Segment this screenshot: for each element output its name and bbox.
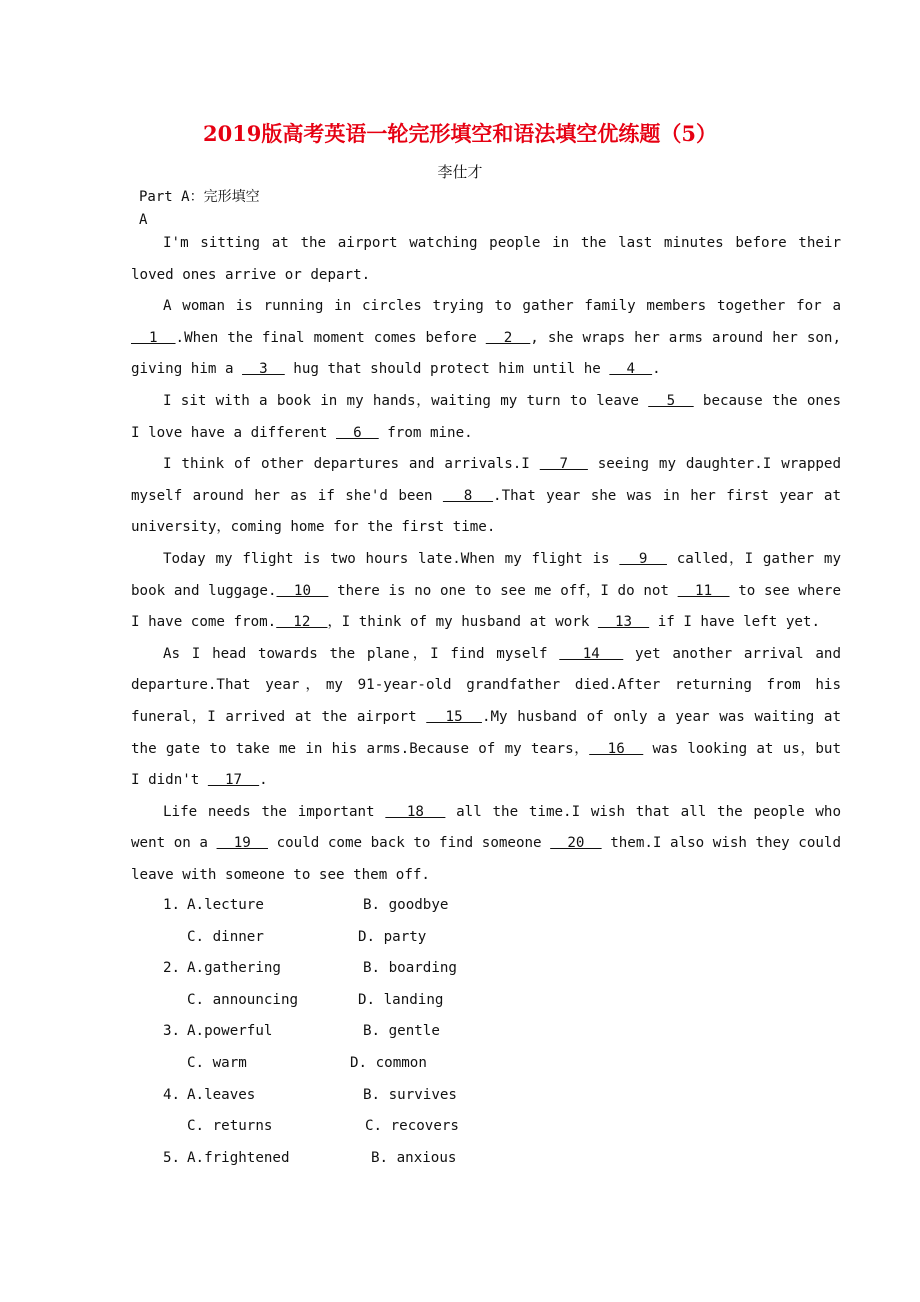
option-a: A.lecture	[187, 897, 264, 913]
text-segment: .	[652, 361, 661, 378]
option-a: A.leaves	[187, 1086, 256, 1103]
text-segment: hug that should protect him until he	[284, 361, 610, 378]
option-b: B. survives	[363, 1086, 457, 1103]
option-c: C. returns	[187, 1118, 273, 1135]
paragraph	[131, 639, 841, 797]
option-row	[163, 1016, 563, 1048]
blank: 12	[276, 614, 328, 631]
option-num: 5.	[163, 1149, 181, 1166]
option-row	[163, 1143, 563, 1175]
option-b: B. boarding	[363, 960, 457, 977]
text-segment: there is no one to see me off，I do not	[328, 582, 678, 599]
paragraph	[131, 291, 841, 386]
blank: 13	[597, 614, 650, 631]
blank: 18	[385, 803, 446, 820]
text-segment: from mine.	[378, 424, 473, 441]
option-row	[163, 922, 563, 954]
text-segment: them.I also wish they could leave with someone to see them off.	[131, 835, 842, 883]
text-segment: .My husband of only a year was waiting at the gate to take me in his arms.Because of my tears，	[131, 708, 841, 757]
blank: 1	[131, 329, 176, 346]
option-b: B. gentle	[363, 1023, 440, 1040]
blank: 15	[426, 708, 482, 725]
section-label: A	[139, 212, 148, 228]
option-num: 3.	[163, 1023, 181, 1040]
blank: 16	[589, 740, 644, 757]
text-segment: A woman is running in circles trying to gather family members together for a	[163, 298, 841, 315]
option-row	[163, 890, 563, 922]
option-num: 1.	[163, 897, 181, 913]
text-segment: called，I gather my book and luggage.	[131, 550, 841, 599]
option-d: D. common	[350, 1054, 427, 1071]
text-segment: because the ones I love have a different	[131, 392, 841, 441]
text-segment: .	[259, 772, 268, 789]
text-segment: I'm sitting at the airport watching people in the last minutes before their loved ones arrive or depart.	[131, 235, 841, 283]
blank: 17	[207, 772, 260, 789]
text-segment: .When the final moment comes before	[175, 329, 486, 346]
blank: 8	[442, 487, 494, 504]
blank: 11	[677, 582, 730, 599]
option-c: C. dinner	[187, 928, 264, 945]
options-list	[163, 890, 563, 1174]
text-segment: Today my flight is two hours late.When my flight is	[163, 550, 620, 567]
passage	[131, 228, 841, 891]
text-segment: yet another arrival and departure.That year，my 91-year-old grandfather died.After returning from his funeral，I arrived at the airport	[131, 645, 842, 725]
option-d: C. recovers	[365, 1118, 459, 1135]
text-segment: ，I think of my husband at work	[327, 614, 598, 631]
blank: 2	[485, 329, 531, 346]
option-d: D. party	[358, 928, 427, 945]
text-segment: could come back to find someone	[268, 835, 551, 852]
text-segment: I think of other departures and arrivals.I	[163, 456, 540, 473]
text-segment: to see where I have come from.	[131, 582, 842, 631]
blank: 6	[336, 424, 379, 441]
blank: 14	[559, 645, 624, 662]
blank: 3	[242, 361, 285, 378]
text-segment: As I head towards the plane，I find myself	[163, 645, 560, 662]
option-num: 2.	[163, 960, 181, 977]
text-segment: Life needs the important	[163, 803, 386, 820]
document-title: 2019版高考英语一轮完形填空和语法填空优练题（5）	[202, 121, 718, 146]
author-name: 李仕才	[437, 163, 483, 181]
blank: 9	[619, 550, 667, 567]
option-row	[163, 1111, 563, 1143]
option-num: 4.	[163, 1086, 181, 1103]
option-a: A.gathering	[187, 960, 281, 977]
blank: 4	[609, 361, 653, 378]
blank: 5	[648, 392, 694, 409]
text-segment: was looking at us，but I didn't	[131, 740, 842, 789]
text-segment: all the time.I wish that all the people who went on a	[131, 803, 841, 852]
option-c: C. warm	[187, 1054, 247, 1071]
option-row	[163, 1048, 563, 1080]
option-a: A.powerful	[187, 1023, 273, 1040]
paragraph	[131, 449, 841, 544]
blank: 7	[539, 456, 588, 473]
text-segment: if I have left yet.	[649, 614, 820, 631]
option-row	[163, 985, 563, 1017]
text-segment: .That year she was in her first year at university，coming home for the first time.	[131, 487, 841, 536]
part-heading: Part A：完形填空	[139, 189, 260, 205]
option-a: A.frightened	[187, 1149, 290, 1166]
text-segment: I sit with a book in my hands，waiting my turn to leave	[163, 392, 649, 409]
option-row	[163, 953, 563, 985]
text-segment: , she wraps her arms around her son, giving him a	[131, 329, 841, 378]
text-segment: seeing my daughter.I wrapped myself around her as if she'd been	[131, 456, 841, 504]
blank: 19	[216, 835, 268, 852]
paragraph	[131, 386, 841, 449]
option-d: D. landing	[358, 991, 444, 1008]
option-row	[163, 1080, 563, 1112]
option-c: C. announcing	[187, 991, 299, 1008]
paragraph	[131, 797, 841, 892]
blank: 10	[276, 582, 329, 599]
paragraph	[131, 544, 841, 639]
paragraph	[131, 228, 841, 291]
option-b: B. goodbye	[363, 897, 449, 913]
option-b: B. anxious	[371, 1149, 457, 1166]
blank: 20	[550, 835, 602, 852]
